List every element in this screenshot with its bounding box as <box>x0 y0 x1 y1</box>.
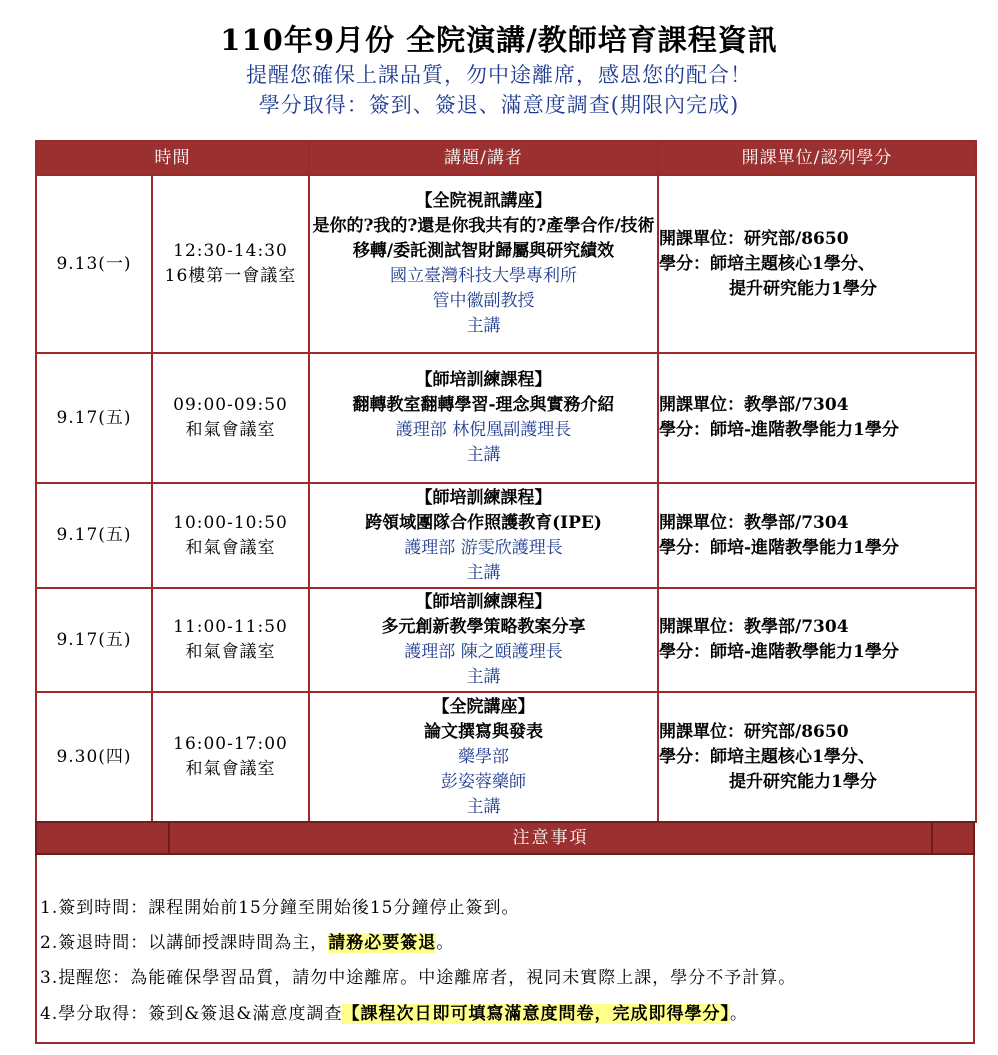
session-unit-credit <box>658 692 976 822</box>
session-time: 11:00-11:50 <box>173 617 288 637</box>
session-time-venue <box>152 175 309 353</box>
organizer-unit: 開課單位：教學部/7304 <box>659 395 849 415</box>
note-item <box>40 930 454 956</box>
table-header-row <box>36 141 976 175</box>
session-title: 多元創新教學策略教案分享 <box>381 617 586 637</box>
session-category: 【全院視訊講座】 <box>415 191 552 211</box>
note-text: 3.提醒您：為能確保學習品質，請勿中途離席。中途離席者，視同未實際上課，學分不予計算。 <box>40 968 797 988</box>
organizer-unit: 開課單位：研究部/8650 <box>659 721 849 742</box>
session-category: 【全院講座】 <box>432 696 535 717</box>
session-topic <box>309 483 658 588</box>
speaker-role: 主講 <box>466 445 501 465</box>
credit-info: 學分：師培主題核心1學分、 <box>659 253 875 274</box>
session-venue: 和氣會議室 <box>185 759 276 779</box>
speaker-name: 護理部 游雯欣護理長 <box>404 537 563 558</box>
credit-info: 學分：師培-進階教學能力1學分 <box>659 420 899 440</box>
session-date: 9.30(四) <box>36 692 152 822</box>
session-unit-credit <box>658 175 976 353</box>
notes-header-label: 注意事項 <box>512 828 589 848</box>
speaker-name: 護理部 陳之頤護理長 <box>404 642 563 662</box>
note-item <box>40 965 796 991</box>
column-header-unit: 開課單位/認列學分 <box>658 141 976 175</box>
notes-body <box>35 855 975 1044</box>
session-unit-credit <box>658 353 976 483</box>
organizer-unit: 開課單位：教學部/7304 <box>659 617 849 637</box>
session-time: 16:00-17:00 <box>173 734 288 754</box>
note-tail: 。 <box>436 933 455 953</box>
session-time-venue <box>152 483 309 588</box>
speaker-role: 主講 <box>466 796 501 817</box>
table-row <box>36 353 976 483</box>
note-item <box>40 1001 748 1027</box>
session-time: 10:00-10:50 <box>173 512 288 533</box>
speaker-role: 主講 <box>466 562 501 583</box>
session-time-venue <box>152 588 309 692</box>
schedule-table <box>35 140 977 823</box>
session-title: 是你的?我的?還是你我共有的?產學合作/技術移轉/委託測試智財歸屬與研究績效 <box>312 216 655 261</box>
session-category: 【師培訓練課程】 <box>415 592 552 612</box>
speaker-role: 主講 <box>466 667 501 687</box>
session-venue: 和氣會議室 <box>185 420 276 440</box>
note-text: 1.簽到時間：課程開始前15分鐘至開始後15分鐘停止簽到。 <box>40 898 520 918</box>
session-time-venue <box>152 692 309 822</box>
session-unit-credit <box>658 483 976 588</box>
column-header-time: 時間 <box>36 141 309 175</box>
session-topic <box>309 692 658 822</box>
credit-info-cont: 提升研究能力1學分 <box>729 771 877 792</box>
speaker-role: 主講 <box>466 316 501 336</box>
session-date: 9.17(五) <box>36 483 152 588</box>
speaker-name: 彭姿蓉藥師 <box>441 771 526 792</box>
session-date: 9.17(五) <box>36 588 152 692</box>
subtitle-credit: 學分取得：簽到、簽退、滿意度調查(期限內完成) <box>258 93 740 117</box>
column-header-topic: 講題/講者 <box>309 141 658 175</box>
session-venue: 16樓第一會議室 <box>164 266 297 286</box>
table-row <box>36 483 976 588</box>
table-row <box>36 692 976 822</box>
session-category: 【師培訓練課程】 <box>415 370 552 390</box>
session-category: 【師培訓練課程】 <box>415 487 552 508</box>
speaker-name: 護理部 林倪凰副護理長 <box>395 420 572 440</box>
session-topic <box>309 175 658 353</box>
session-topic <box>309 353 658 483</box>
speaker-org: 國立臺灣科技大學專利所 <box>390 266 577 286</box>
session-unit-credit <box>658 588 976 692</box>
table-row <box>36 588 976 692</box>
note-item <box>40 895 519 921</box>
notes-header-cell <box>931 823 973 853</box>
session-date: 9.13(一) <box>36 175 152 353</box>
credit-info: 學分：師培-進階教學能力1學分 <box>659 642 899 662</box>
session-time: 12:30-14:30 <box>173 241 288 261</box>
credit-info: 學分：師培主題核心1學分、 <box>659 746 875 767</box>
session-topic <box>309 588 658 692</box>
session-time: 09:00-09:50 <box>173 395 288 415</box>
organizer-unit: 開課單位：研究部/8650 <box>659 228 849 249</box>
session-title: 論文撰寫與發表 <box>424 721 543 742</box>
session-venue: 和氣會議室 <box>185 537 276 558</box>
session-date: 9.17(五) <box>36 353 152 483</box>
note-highlight: 請務必要簽退 <box>328 933 437 953</box>
credit-info-cont: 提升研究能力1學分 <box>729 278 877 299</box>
page-title: 110年9月份 全院演講/教師培育課程資訊 <box>220 23 778 57</box>
session-time-venue <box>152 353 309 483</box>
credit-info: 學分：師培-進階教學能力1學分 <box>659 537 899 558</box>
notes-header-bar <box>35 821 975 855</box>
session-venue: 和氣會議室 <box>185 642 276 662</box>
note-highlight: 【課程次日即可填寫滿意度問卷，完成即得學分】 <box>342 1004 730 1024</box>
notes-header-cell <box>37 823 170 853</box>
note-tail: 。 <box>729 1004 748 1024</box>
session-title: 翻轉教室翻轉學習-理念與實務介紹 <box>352 395 615 415</box>
speaker-name: 管中徽副教授 <box>432 291 535 311</box>
table-row <box>36 175 976 353</box>
organizer-unit: 開課單位：教學部/7304 <box>659 512 849 533</box>
session-title: 跨領域團隊合作照護教育(IPE) <box>365 512 602 533</box>
note-text: 2.簽退時間：以講師授課時間為主， <box>40 933 329 953</box>
note-text: 4.學分取得：簽到&簽退&滿意度調查 <box>40 1004 343 1024</box>
subtitle-reminder: 提醒您確保上課品質，勿中途離席，感恩您的配合！ <box>246 63 752 87</box>
speaker-org: 藥學部 <box>458 746 509 767</box>
